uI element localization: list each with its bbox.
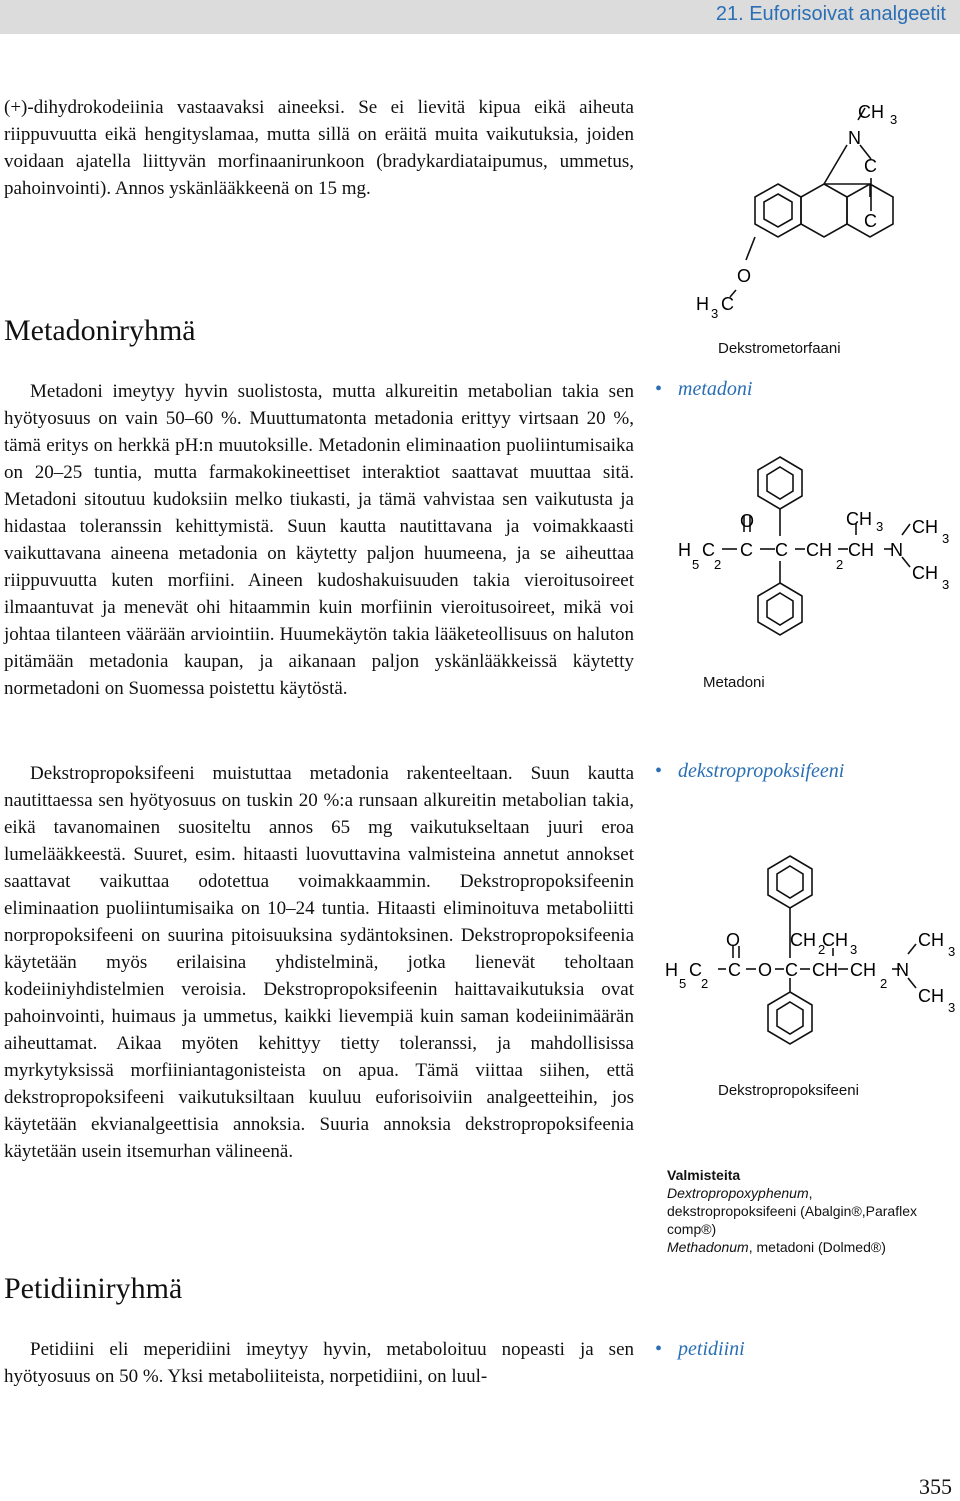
metadoni-paragraph: Metadoni imeytyy hyvin suolistosta, mutta alkureitin metabolian takia sen hyötyosuus on vain 50–60 %. Muuttumatonta metadonia erittyy virtsaan 20 %, tämä eritys on herkkä pH:n muutoksille. Metadonin eliminaation puoliintumisaika on 20–25 tuntia, mutta farmakokineettiset interaktiot saattavat muuttaa sitä. Metadoni sitoutuu kudoksiin melko tiukasti, ja tämä vahvistaa sen vaikutusta ja hidastaa toleranssin kehittymistä. Suun kautta nautittavana ja voimakkaasti vaikuttavana aineena metadonia on käytetty paljon huumeena, ja se aiheuttaa riippuvuutta kuten morfiini. Aineen kudoshakuisuuden takia vieroitusoireet ilmaantuvat ja menevät ohi hitaammin kuin morfiinin vieroitusoireet, mikä voi johtaa tilanteen väärään arviointiin. Huumekäytön takia lääketeollisuus on haluton pitämään metadonia kaupan, ja aikanaan paljon yskänlääkkeissä käytetty normetadoni on Suomessa poistettu käytöstä. [4,381,634,699]
atom-label: O [726,930,741,950]
atom-subscript: 5 [692,557,700,572]
atom-subscript: 2 [818,942,826,957]
atom-label: CH [812,960,838,980]
valmisteita-line-3 [667,1238,957,1256]
page-number: 355 [919,1474,952,1499]
atom-label: CH [850,960,876,980]
atom-label: C [689,960,702,980]
line-rest: , metadoni (Dolmed®) [748,1239,886,1255]
atom-subscript: 3 [850,942,858,957]
atom-label: O [737,266,752,286]
atom-label: C [864,156,877,176]
atom-label: N [896,960,909,980]
atom-subscript: 3 [942,577,950,592]
bullet-dekstropropoksifeeni [655,760,844,783]
dekstrometorfaani-structure [660,96,960,346]
atom-label: CH [858,102,884,122]
drug-latin-name: Dextropropoxyphenum [667,1185,809,1201]
atom-subscript: 2 [880,976,888,991]
intro-paragraph: (+)-dihydrokodeiinia vastaavaksi aineeksi. Se ei lievitä kipua eikä aiheuta riippuvuutta eikä hengityslamaa, mutta sillä on eräitä muita vaikutuksia, joiden voidaan ajatella liittyvän morfinaanirunkoon (bradykardiataipumus, ummetus, pahoinvointi). Annos yskänlääkkeenä on 15 mg. [4,97,634,199]
atom-label: N [890,540,903,560]
bullet-icon: • [655,378,663,400]
petidiini-paragraph: Petidiini eli meperidiini imeytyy hyvin, metaboloituu nopeasti ja sen hyötyosuus on 50 %. Yksi metaboliiteista, norpetidiini, on luul- [4,1339,634,1387]
atom-label: C [721,294,734,314]
atom-subscript: 3 [711,306,719,321]
atom-label: C [775,540,788,560]
bullet-label: dekstropropoksifeeni [678,760,845,782]
bullet-label: metadoni [678,378,753,400]
atom-subscript: 2 [701,976,709,991]
atom-label: CH [848,540,874,560]
bullet-petidiini [655,1338,745,1361]
caption-metadoni: Metadoni [703,674,765,691]
atom-label: CH [790,930,816,950]
chapter-title: 21. Euforisoivat analgeetit [715,3,946,25]
bullet-icon: • [655,1338,663,1360]
atom-label: CH [918,986,944,1006]
valmisteita-line-1 [667,1184,957,1202]
atom-label: CH [846,509,872,529]
atom-label: N [848,128,861,148]
caption-dekstropropoksifeeni: Dekstropropoksifeeni [718,1082,859,1099]
atom-label: H [665,960,678,980]
atom-subscript: 3 [890,112,898,127]
atom-subscript: 3 [948,1000,956,1015]
atom-subscript: 5 [679,976,687,991]
drug-latin-name: Methadonum [667,1239,749,1255]
atom-subscript: 3 [948,944,956,959]
atom-label: CH [806,540,832,560]
bullet-label: petidiini [678,1338,745,1360]
atom-subscript: 3 [942,531,950,546]
valmisteita-box [667,1166,957,1256]
dekstropropoksifeeni-paragraph: Dekstropropoksifeeni muistuttaa metadonia rakenteeltaan. Suun kautta nautittaessa sen hyötyosuus on tuskin 20 %:a runsaan alkureitin metabolian takia, eikä tavanomainen suositeltu annos 65 mg vaikutukseltaan juuri eroa lumelääkkeestä. Suuret, esim. hitaasti luovuttavina valmisteina annetut annokset saattavat vaikuttaa odotettua voimakkaammin. Dekstropropoksifeenin eliminaation puoliintumisaika on 10–24 tuntia. Hitaasti eliminoituva metaboliitti norpropoksifeeni on suurina pitoisuuksina sydäntoksinen. Dekstropropoksifeenia käytetään myös erilaisina yhdistelminä, jotka lienevät teholtaan kodeiiniyhdistelmien veroisia. Dekstropropoksifeenin haittavaikutuksia ovat pahoinvointi, huimaus ja ummetus, kaikki lievempiä kuin saman kodeiinimäärän aiheuttamat. Aikaa myöten kehittyy tietty toleranssi, ja mahdollisissa myrkytyksissä morfiiniantagonisteista on apua. Tämä viittaa siihen, että dekstropropoksifeeni vaikutuksiltaan kuuluu euforisoiviin analgeetteihin, jos käytetään ekvianalgeettisia annoksia. Suuria annoksia dekstropropoksifeenia käytetään usein itsemurhan välineenä. [4,763,634,1162]
section-heading-petidiini: Petidiiniryhmä [4,1272,183,1305]
bullet-icon: • [655,760,663,782]
valmisteita-title: Valmisteita [667,1167,741,1183]
bullet-metadoni [655,378,752,401]
atom-label: H [696,294,709,314]
caption-dekstrometorfaani: Dekstrometorfaani [718,340,841,357]
line-rest: , [808,1185,813,1201]
atom-label: C [728,960,741,980]
valmisteita-line-2: dekstropropoksifeeni (Abalgin®,Paraflex comp®) [667,1203,918,1237]
atom-label: C [702,540,715,560]
atom-label: C [740,540,753,560]
atom-label: CH [912,517,938,537]
metadoni-structure [660,445,960,675]
atom-label: O [740,511,755,531]
atom-label: C [864,211,877,231]
atom-subscript: 2 [836,557,844,572]
atom-label: CH [822,930,848,950]
atom-subscript: 3 [876,519,884,534]
dekstropropoksifeeni-structure [660,848,960,1078]
atom-label: H [678,540,691,560]
section-heading-metadoni: Metadoniryhmä [4,314,196,347]
atom-subscript: 2 [714,557,722,572]
atom-label: CH [918,930,944,950]
atom-label: C [785,960,798,980]
atom-label: CH [912,563,938,583]
atom-label: O [758,960,773,980]
